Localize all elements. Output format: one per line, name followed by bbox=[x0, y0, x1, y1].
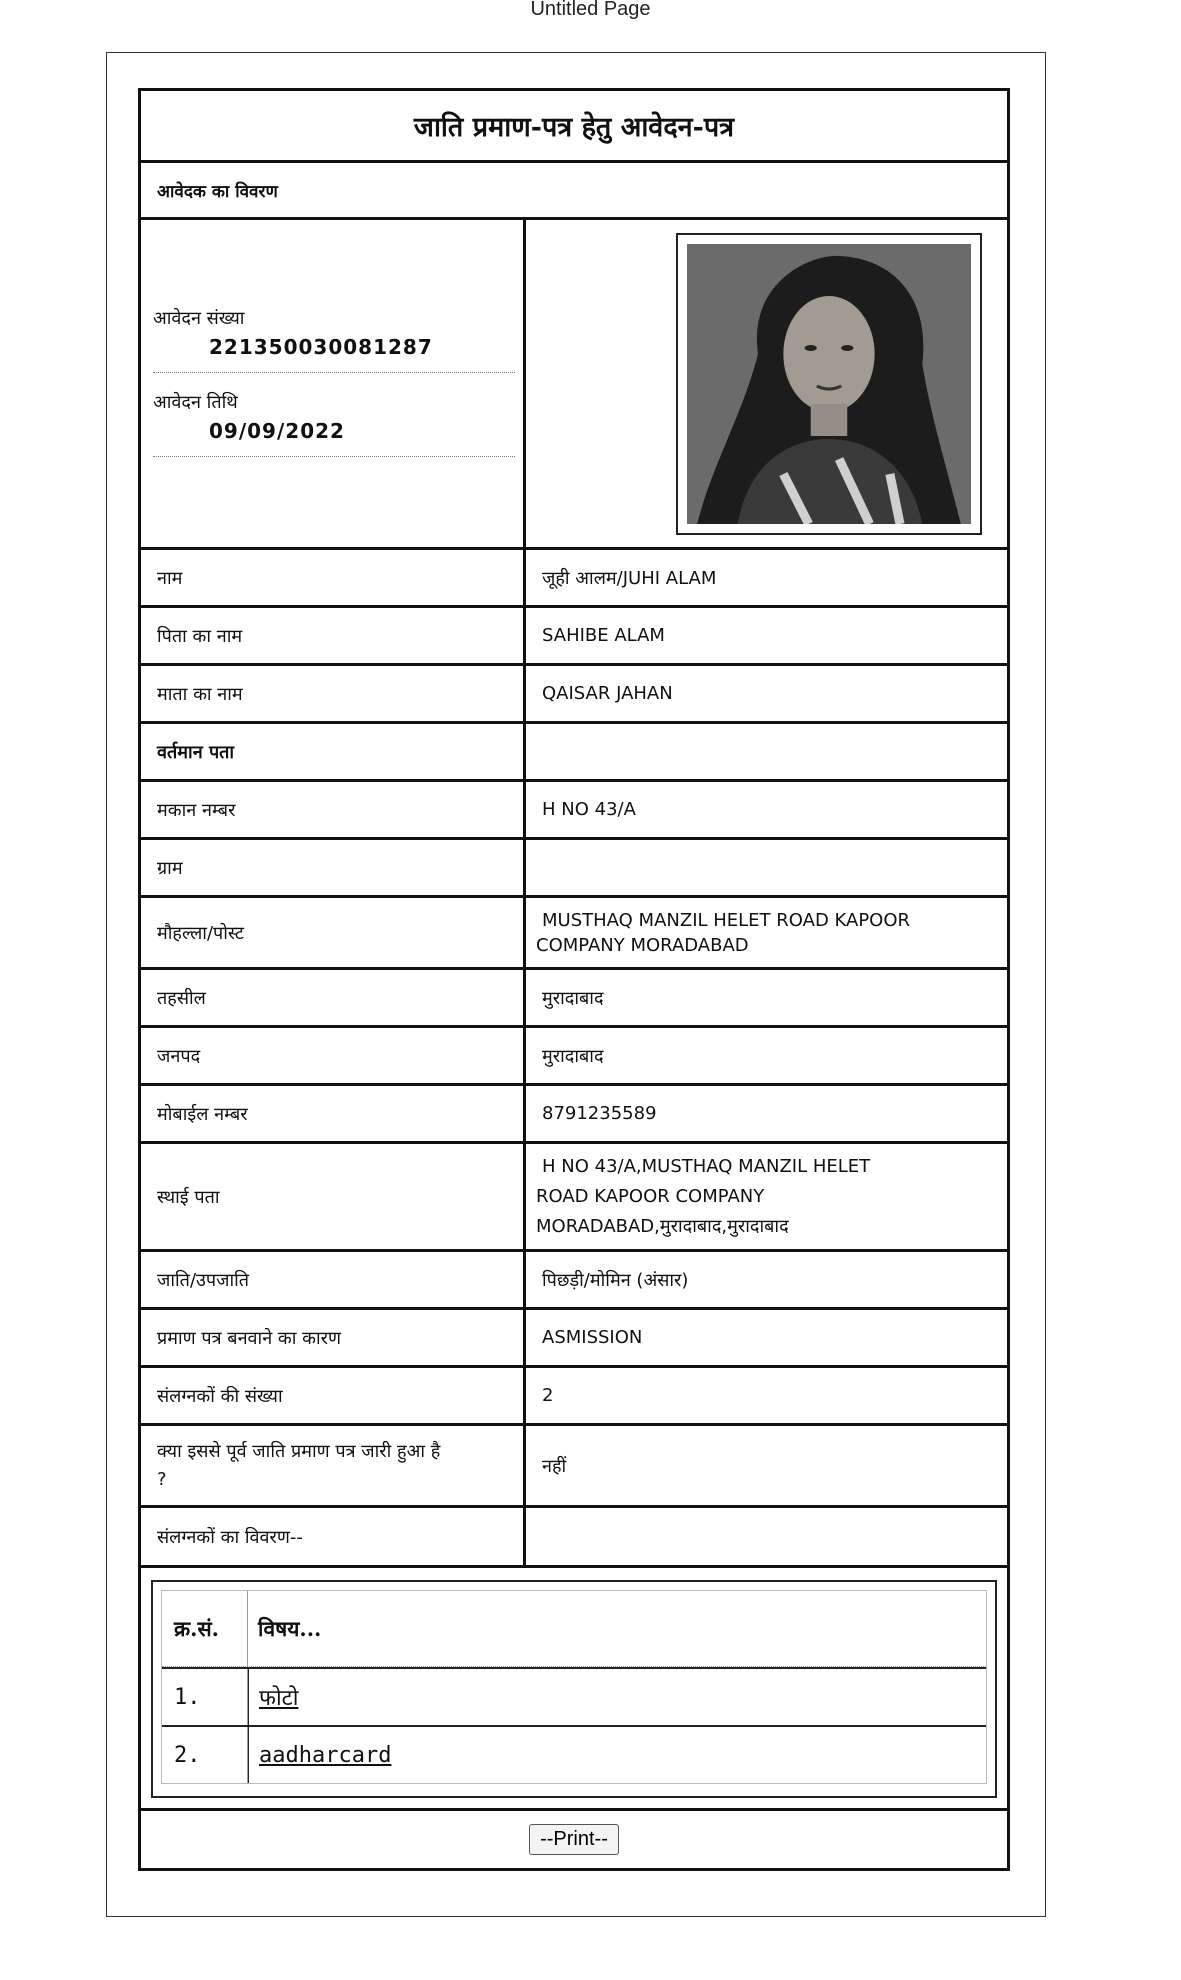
attachments-section bbox=[141, 1568, 1007, 1808]
table-row bbox=[162, 1667, 986, 1725]
field-value-line: COMPANY MORADABAD bbox=[536, 934, 749, 956]
window-title: Untitled Page bbox=[530, 0, 651, 20]
row-subject-cell bbox=[248, 1727, 986, 1783]
section-applicant-label: आवेदक का विवरण bbox=[157, 181, 278, 202]
field-label: जाति/उपजाति bbox=[141, 1252, 526, 1307]
field-row-attachment-details bbox=[141, 1508, 1007, 1568]
application-date-label: आवेदन तिथि bbox=[153, 392, 238, 413]
row-subject-cell bbox=[248, 1669, 986, 1725]
field-label: जनपद bbox=[141, 1028, 526, 1083]
applicant-photo-image bbox=[687, 244, 971, 524]
field-row-attachment-count bbox=[141, 1368, 1007, 1426]
row-serial: 1. bbox=[162, 1669, 248, 1725]
row-serial: 2. bbox=[162, 1727, 248, 1783]
field-row-mother-name bbox=[141, 666, 1007, 724]
field-label: तहसील bbox=[141, 970, 526, 1025]
field-label: स्थाई पता bbox=[141, 1144, 526, 1249]
table-row bbox=[162, 1725, 986, 1783]
application-date: 09/09/2022 bbox=[209, 419, 345, 443]
field-row-permanent-address bbox=[141, 1144, 1007, 1252]
column-header-subject: विषय... bbox=[258, 1615, 322, 1641]
field-label bbox=[141, 1426, 526, 1505]
attachments-table bbox=[161, 1590, 987, 1784]
applicant-summary bbox=[141, 220, 1007, 550]
field-value-line: H NO 43/A,MUSTHAQ MANZIL HELET bbox=[542, 1155, 871, 1177]
field-label: नाम bbox=[141, 550, 526, 605]
field-row-current-address bbox=[141, 724, 1007, 782]
field-value: 8791235589 bbox=[542, 1103, 657, 1124]
field-label: संलग्नकों की संख्या bbox=[141, 1368, 526, 1423]
attachment-link-aadhar[interactable]: aadharcard bbox=[259, 1742, 392, 1768]
field-value: मुरादाबाद bbox=[542, 987, 604, 1009]
field-row-reason bbox=[141, 1310, 1007, 1368]
application-meta bbox=[141, 220, 526, 547]
field-row-district bbox=[141, 1028, 1007, 1086]
field-label: संलग्नकों का विवरण-- bbox=[141, 1508, 526, 1565]
photo-cell bbox=[526, 220, 1007, 547]
application-form bbox=[138, 88, 1010, 1871]
section-header bbox=[141, 163, 1007, 220]
field-row-village bbox=[141, 840, 1007, 898]
field-value: QAISAR JAHAN bbox=[542, 683, 673, 704]
form-header bbox=[141, 91, 1007, 163]
field-row-mobile bbox=[141, 1086, 1007, 1144]
attachment-link-photo[interactable]: फोटो bbox=[259, 1686, 299, 1711]
field-value: नहीं bbox=[542, 1455, 567, 1477]
field-value bbox=[526, 1144, 1007, 1249]
field-label: मोबाईल नम्बर bbox=[141, 1086, 526, 1141]
field-row-tehsil bbox=[141, 970, 1007, 1028]
field-value bbox=[526, 898, 1007, 967]
field-value: जूही आलम/JUHI ALAM bbox=[542, 567, 717, 589]
print-button[interactable]: --Print-- bbox=[529, 1824, 619, 1855]
application-number-label: आवेदन संख्या bbox=[153, 308, 245, 329]
field-value bbox=[526, 1508, 1007, 1565]
field-value bbox=[526, 840, 1007, 895]
field-row-house-number bbox=[141, 782, 1007, 840]
application-number: 221350030081287 bbox=[209, 335, 433, 359]
field-label: ग्राम bbox=[141, 840, 526, 895]
field-value bbox=[526, 724, 1007, 779]
field-value: H NO 43/A bbox=[542, 799, 636, 820]
divider bbox=[153, 456, 515, 457]
field-row-father-name bbox=[141, 608, 1007, 666]
form-title: जाति प्रमाण-पत्र हेतु आवेदन-पत्र bbox=[413, 112, 735, 143]
field-value: 2 bbox=[542, 1385, 554, 1406]
field-value-line: MUSTHAQ MANZIL HELET ROAD KAPOOR bbox=[542, 909, 911, 931]
field-value: मुरादाबाद bbox=[542, 1045, 604, 1067]
field-row-previous-certificate bbox=[141, 1426, 1007, 1508]
field-value: ASMISSION bbox=[542, 1327, 643, 1348]
field-label: माता का नाम bbox=[141, 666, 526, 721]
field-value: पिछड़ी/मोमिन (अंसार) bbox=[542, 1269, 689, 1291]
field-value-line: ROAD KAPOOR COMPANY bbox=[536, 1185, 765, 1207]
field-value-line: MORADABAD,मुरादाबाद,मुरादाबाद bbox=[536, 1215, 789, 1237]
field-label: मौहल्ला/पोस्ट bbox=[141, 898, 526, 967]
applicant-photo-frame bbox=[676, 233, 982, 535]
attachments-box bbox=[151, 1580, 997, 1798]
field-label: प्रमाण पत्र बनवाने का कारण bbox=[141, 1310, 526, 1365]
field-label-line: ? bbox=[157, 1468, 167, 1490]
field-row-name bbox=[141, 550, 1007, 608]
table-header bbox=[162, 1591, 986, 1667]
print-row bbox=[141, 1808, 1007, 1868]
field-label: पिता का नाम bbox=[141, 608, 526, 663]
field-row-locality bbox=[141, 898, 1007, 970]
field-value: SAHIBE ALAM bbox=[542, 625, 665, 646]
field-label-line: क्या इससे पूर्व जाति प्रमाण पत्र जारी हुआ है bbox=[157, 1440, 441, 1462]
field-row-caste bbox=[141, 1252, 1007, 1310]
column-header-serial: क्र.सं. bbox=[162, 1591, 248, 1666]
applicant-photo bbox=[687, 244, 971, 524]
divider bbox=[153, 372, 515, 373]
field-label: वर्तमान पता bbox=[141, 724, 526, 779]
field-label: मकान नम्बर bbox=[141, 782, 526, 837]
